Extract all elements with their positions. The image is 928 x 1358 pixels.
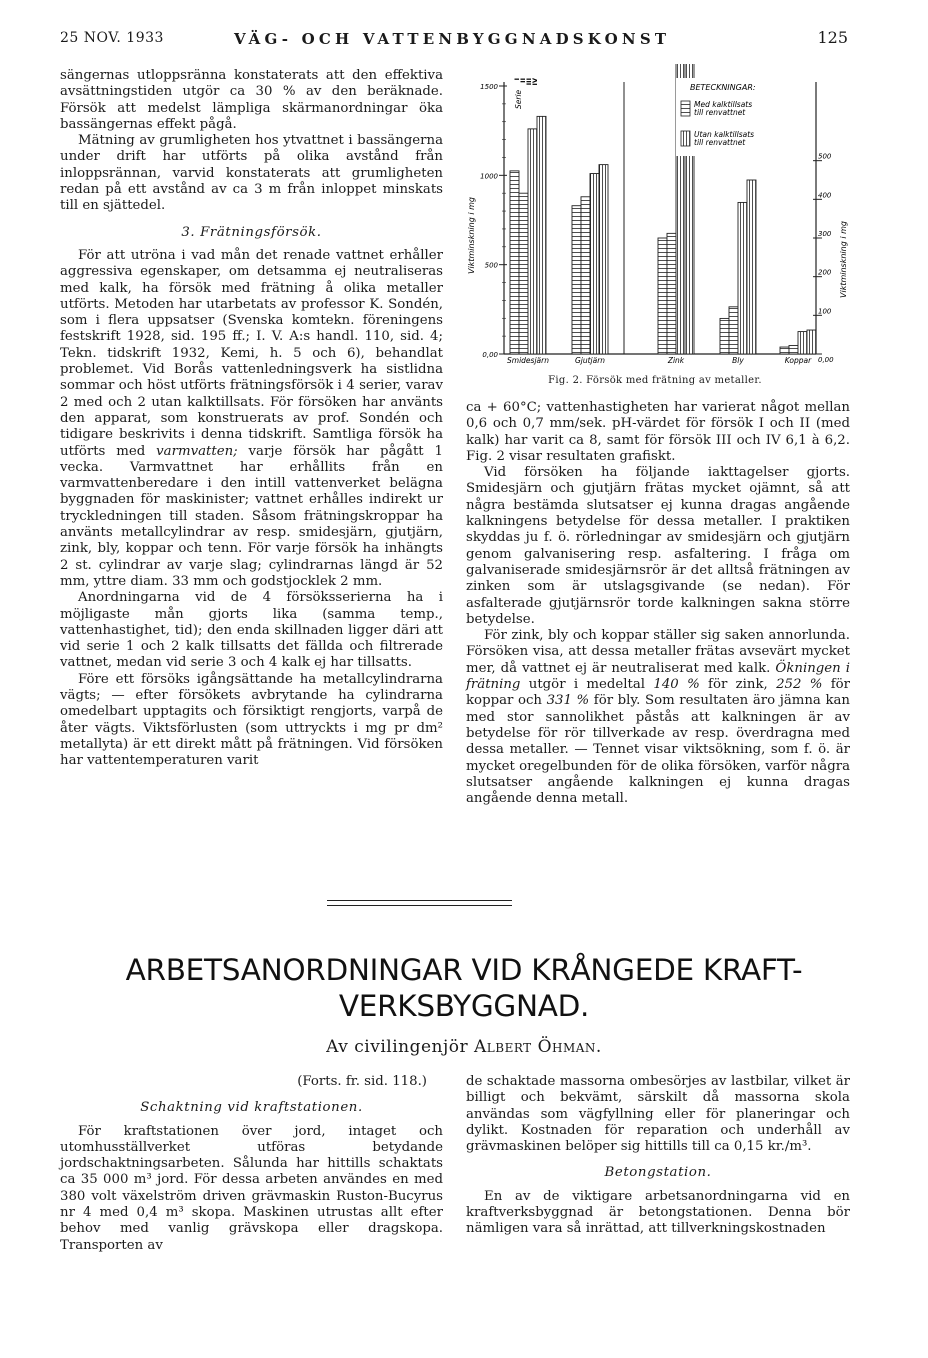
bar-smidesjärn-serie-II — [519, 193, 528, 354]
legend-swatch-without-lime — [681, 131, 690, 146]
serie-number: I — [513, 78, 521, 81]
column-left-top — [60, 68, 443, 769]
column-right-bottom — [466, 1074, 850, 1238]
serie-number: III — [525, 78, 533, 86]
emphasis: 252 % — [776, 677, 823, 693]
running-header — [60, 30, 848, 54]
paragraph: För kraftstationen över jord, intaget och utomhusställverket utföras betydande jordschaktningsarbeten. Sålunda har hittills schaktats ca 35 000 m³ jord. För dessa arbeten användes en med 380 volt växelström driven grävmaskin Ruston-Bucyrus nr 4 med 0,4 m³ skopa. Maskinen utrustas allt efter behov med vanlig grävskopa eller dragskopa. Transporten av — [60, 1123, 443, 1253]
bar-gjutjärn-serie-IV — [599, 165, 608, 354]
right-tick-label: 200 — [818, 268, 832, 277]
emphasis: 140 % — [653, 677, 700, 693]
paragraph: För zink, bly och koppar ställer sig saken annorlunda. Försöken visa, att dessa metaller frätas avsevärt mycket mer, då vattnet ej är neutraliserat med kalk. Ökningen i frätning utgör i medeltal 140 % för zink, 252 % för koppar och 331 % för bly. Som resultaten äro jämna kan med stor sannolikhet påstås att kalkningen är av betydelse för rör tillverkade av resp. överdragna med dessa metaller. — Tennet visar viktsökning, som f. ö. är mycket oregelbunden för de olika försöken, varför några slutsatser angående kalkningen ej kunna dragas angående denna metall. — [466, 628, 851, 807]
paragraph: En av de viktigare arbetsanordningarna vid en kraftverksbyggnad är betongstationen. Denna bör nämligen vara så inrättad, att tillverkningskostnaden — [466, 1188, 850, 1237]
left-tick-label: 1500 — [480, 83, 498, 91]
right-axis-title: Viktminskning i mg — [839, 221, 848, 298]
continuation-note: (Forts. fr. sid. 118.) — [297, 1074, 427, 1089]
bar-koppar-serie-IV — [807, 330, 816, 354]
bar-smidesjärn-serie-I — [510, 171, 519, 354]
section-heading: 3. Frätningsförsök. — [181, 224, 322, 240]
divider-rule — [327, 900, 512, 901]
section-heading: Betongstation. — [604, 1165, 712, 1181]
right-tick-label: 500 — [818, 152, 832, 161]
right-tick-label: 100 — [818, 307, 832, 316]
bar-bly-serie-I — [720, 318, 729, 354]
left-tick-label: 1000 — [480, 172, 498, 181]
bar-gjutjärn-serie-I — [572, 206, 581, 354]
bar-smidesjärn-serie-III — [528, 129, 537, 354]
emphasis: varmvatten; — [156, 443, 238, 459]
left-tick-label: 500 — [484, 261, 498, 270]
paragraph: Anordningarna vid de 4 försöksserierna ha i möjligaste mån gjorts lika (samma temp., vattenhastighet, tid); den enda skillnaden ligger däri att vid serie 1 och 2 kalk tillsatts det fällda och filtrerade vattnet, medan vid serie 3 och 4 kalk ej har tillsatts. — [60, 590, 443, 671]
legend-swatch-with-lime — [681, 101, 690, 116]
serie-number: II — [519, 78, 527, 83]
paragraph: ca + 60°C; vattenhastigheten har varierat något mellan 0,6 och 0,7 mm/sek. pH-värdet för försök I och II (med kalk) har varit ca 8, samt för försök III och IV 6,1 à 6,2. Fig. 2 visar resultaten grafiskt. — [466, 400, 850, 464]
chart-legend — [676, 78, 810, 156]
category-label: Zink — [667, 356, 685, 365]
section-heading: Schaktning vid kraftstationen. — [140, 1100, 363, 1116]
bar-koppar-serie-II — [789, 345, 798, 354]
emphasis: 331 % — [546, 693, 590, 709]
category-label: Gjutjärn — [574, 356, 606, 365]
bar-koppar-serie-I — [780, 347, 789, 354]
category-label: Koppar — [784, 356, 812, 365]
right-tick-label: 0,00 — [818, 356, 834, 364]
article-title: ARBETSANORDNINGAR VID KRÅNGEDE KRAFT- VERKSBYGGNAD. — [125, 953, 803, 1023]
figure-caption: Fig. 2. Försök med frätning av metaller. — [548, 375, 762, 386]
journal-title: VÄG- OCH VATTENBYGGNADSKONST — [234, 30, 671, 48]
paragraph: Före ett försöks igångsättande ha metallcylindrarna vägts; — efter försökets avbrytande ha cylindrarna omedelbart upptagits och försiktigt rengjorts, varpå de åter vägts. Viktsförlusten (som uttryckts i mg pr dm² metallyta) är ett direkt mått på frätningen. Vid försöken har vattentemperaturen varit — [60, 671, 443, 769]
right-tick-label: 400 — [818, 191, 832, 200]
bar-koppar-serie-III — [798, 332, 807, 354]
column-left-bottom — [60, 1074, 443, 1254]
bar-bly-serie-III — [738, 202, 747, 354]
figure-2 — [458, 64, 852, 394]
serie-number: IV — [531, 78, 539, 86]
paragraph: sängernas utloppsränna konstaterats att den effektiva avsättningstiden utgör ca 30 % av den beräknade. Försök att medelst lämpliga skärmanordningar öka bassängernas effekt pågå. — [60, 68, 443, 132]
left-axis-title: Viktminskning i mg — [467, 197, 476, 274]
legend-with-line2: till renvattnet — [694, 108, 746, 117]
bar-zink-serie-II — [667, 233, 676, 354]
corrosion-bar-chart — [458, 64, 852, 374]
article-byline: Av civilingenjör Albert Öhman. — [326, 1037, 602, 1057]
issue-date: 25 NOV. 1933 — [60, 30, 164, 46]
bar-gjutjärn-serie-II — [581, 197, 590, 354]
category-label: Bly — [732, 356, 744, 365]
emphasis: Ökningen i frätning — [466, 660, 850, 693]
legend-title: BETECKNINGAR: — [690, 83, 756, 92]
paragraph: de schaktade massorna ombesörjes av lastbilar, vilket är billigt och bekvämt, särskilt då massorna skola användas som vägfyllning eller för planeringar och dylikt. Kostnaden för reparation och underhåll av grävmaskinen belöper sig hittills till ca 0,15 kr./m³. — [466, 1074, 850, 1155]
bar-bly-serie-II — [729, 307, 738, 354]
page-number: 125 — [817, 28, 848, 47]
right-tick-label: 300 — [818, 230, 832, 238]
left-tick-label: 0,00 — [482, 351, 498, 359]
legend-with-line1: Med kalktillsats — [694, 100, 753, 109]
bar-gjutjärn-serie-III — [590, 174, 599, 354]
category-label: Smidesjärn — [507, 356, 549, 365]
divider-rule — [327, 905, 512, 906]
legend-without-line2: till renvattnet — [694, 138, 746, 147]
paragraph: Vid försöken ha följande iakttagelser gjorts. Smidesjärn och gjutjärn frätas mycket ojämnt, så att några bestämda slutsatser ej kunna dragas angående kalkningens betydelse för dessa metaller. I praktiken skyddas ju f. ö. rörledningar av smidesjärn och gjutjärn genom galvanisering resp. asfaltering. I fråga om galvaniserade smidesjärnsrör är det alltså frätningen av zinken som är utslagsgivande (se nedan). För asfalterade gjutjärnsrör torde kalkningen sakna större betydelse. — [466, 465, 850, 627]
column-right-top — [466, 400, 850, 807]
paragraph: För att utröna i vad mån det renade vattnet erhåller aggressiva egenskaper, om detsamma ej neutraliseras med kalk, ha försök med frätning å olika metaller utförts. Metoden har utarbetats av professor K. Sondén, som i flera uppsatser (Svenska komtekn. föreningens festskrift 1928, sid. 195 ff.; I. V. A:s handl. 110, sid. 4; Tekn. tidskrift 1932, Kemi, h. 5 och 6), behandlat problemet. Vid Borås vattenledningsverk ha sistlidna sommar och höst utförts frätningsförsök i 4 serier, varav 2 med och 2 utan kalktillsats. För försöken har använts den apparat, som konstruerats av prof. Sondén och tidigare beskrivits i denna tidskrift. Samtliga försök ha utförts med varmvatten; varje försök har pågått 1 vecka. Varmvattnet har erhållits från en varmvattenberedare i den intill vattenverket belägna byggnaden för maskinister; vattnet erhålles indirekt ur tryckledningen till staden. Såsom frätningskroppar ha använts metallcylindrar av resp. smidesjärn, gjutjärn, zink, bly, koppar och tenn. För varje försök ha inhängts 2 st. cylindrar av varje slag; cylindrarnas längd är 52 mm, yttre diam. 33 mm och godstjocklek 2 mm. — [60, 247, 443, 589]
author-name: Albert Öhman. — [474, 1037, 602, 1057]
paragraph: Mätning av grumligheten hos ytvattnet i bassängerna under drift har utförts på olika avstånd från inloppsrännan, varvid konstaterats att grumligheten redan på ett avstånd av ca 3 m från inloppet minskats till en sjättedel. — [60, 133, 443, 214]
serie-label: Serie — [514, 89, 523, 109]
legend-without-line1: Utan kalktillsats — [694, 130, 755, 139]
bar-bly-serie-IV — [747, 180, 756, 354]
bar-smidesjärn-serie-IV — [537, 116, 546, 354]
bar-zink-serie-I — [658, 238, 667, 354]
